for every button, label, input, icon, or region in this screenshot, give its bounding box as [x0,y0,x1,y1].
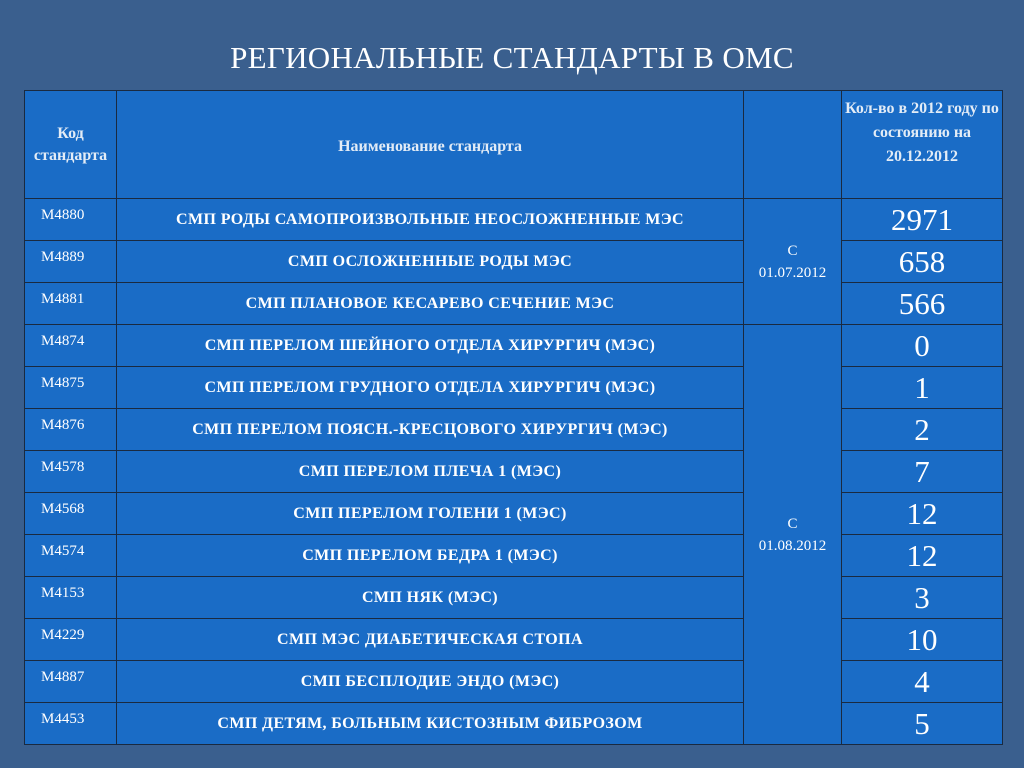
table-row [25,409,1003,451]
table-row [25,199,1003,241]
standard-quantity: 0 [842,325,1003,367]
standard-name: СМП БЕСПЛОДИЕ ЭНДО (МЭС) [117,661,744,703]
standard-name: СМП ПЕРЕЛОМ ШЕЙНОГО ОТДЕЛА ХИРУРГИЧ (МЭС) [117,325,744,367]
standard-quantity: 3 [842,577,1003,619]
table-row [25,619,1003,661]
standard-name: СМП ОСЛОЖНЕННЫЕ РОДЫ МЭС [117,241,744,283]
standard-name: СМП ПЕРЕЛОМ БЕДРА 1 (МЭС) [117,535,744,577]
period-prefix: С [787,515,798,532]
standard-quantity: 2 [842,409,1003,451]
standard-quantity: 7 [842,451,1003,493]
standard-name: СМП ДЕТЯМ, БОЛЬНЫМ КИСТОЗНЫМ ФИБРОЗОМ [117,703,744,745]
table-header-row [25,91,1003,199]
standard-name: СМП ПЕРЕЛОМ ГРУДНОГО ОТДЕЛА ХИРУРГИЧ (МЭС) [117,367,744,409]
column-header-quantity: Кол-во в 2012 году по состоянию на 20.12.2012 [842,91,1003,199]
period-date: 01.07.2012 [758,264,827,281]
standard-quantity: 658 [842,241,1003,283]
period-date: 01.08.2012 [758,537,827,554]
standard-quantity: 10 [842,619,1003,661]
standard-quantity: 12 [842,493,1003,535]
standard-code: M4889 [25,241,117,283]
table-row [25,451,1003,493]
standard-quantity: 12 [842,535,1003,577]
standard-quantity: 566 [842,283,1003,325]
standard-code: M4880 [25,199,117,241]
period-cell [744,325,842,745]
standard-name: СМП ПЛАНОВОЕ КЕСАРЕВО СЕЧЕНИЕ МЭС [117,283,744,325]
standard-code: M4229 [25,619,117,661]
table-row [25,661,1003,703]
column-header-code: Код стандарта [25,91,117,199]
standard-quantity: 2971 [842,199,1003,241]
standard-quantity: 4 [842,661,1003,703]
table-row [25,703,1003,745]
standard-code: M4875 [25,367,117,409]
period-cell [744,199,842,325]
standard-name: СМП РОДЫ САМОПРОИЗВОЛЬНЫЕ НЕОСЛОЖНЕННЫЕ МЭС [117,199,744,241]
standard-quantity: 1 [842,367,1003,409]
standard-code: M4568 [25,493,117,535]
table-row [25,367,1003,409]
table-row [25,493,1003,535]
standard-name: СМП МЭС ДИАБЕТИЧЕСКАЯ СТОПА [117,619,744,661]
standard-code: M4874 [25,325,117,367]
standard-code: M4578 [25,451,117,493]
page-title: РЕГИОНАЛЬНЫЕ СТАНДАРТЫ В ОМС [230,40,794,75]
standards-table [24,90,1003,745]
table-row [25,577,1003,619]
table-row [25,283,1003,325]
standard-code: M4876 [25,409,117,451]
standard-name: СМП ПЕРЕЛОМ ПОЯСН.-КРЕСЦОВОГО ХИРУРГИЧ (МЭС) [117,409,744,451]
standard-name: СМП ПЕРЕЛОМ ГОЛЕНИ 1 (МЭС) [117,493,744,535]
table-row [25,535,1003,577]
standard-name: СМП НЯК (МЭС) [117,577,744,619]
standard-code: M4153 [25,577,117,619]
standard-name: СМП ПЕРЕЛОМ ПЛЕЧА 1 (МЭС) [117,451,744,493]
standard-code: M4881 [25,283,117,325]
standard-code: M4887 [25,661,117,703]
standard-code: M4574 [25,535,117,577]
period-prefix: С [787,242,798,259]
table-row [25,325,1003,367]
standard-code: M4453 [25,703,117,745]
column-header-name: Наименование стандарта [117,91,744,199]
column-header-period [744,91,842,199]
table-row [25,241,1003,283]
standard-quantity: 5 [842,703,1003,745]
